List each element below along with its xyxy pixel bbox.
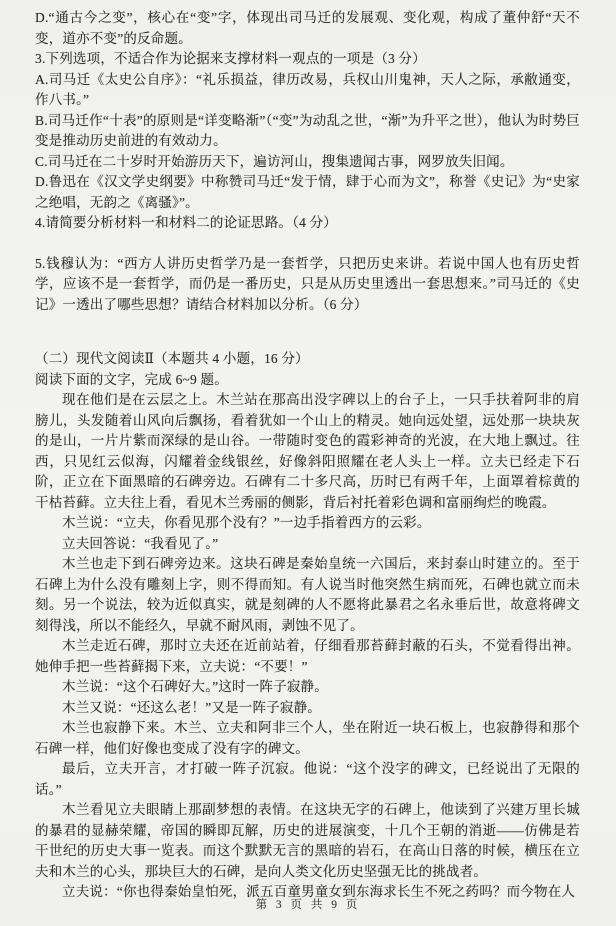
page-footer [0, 896, 616, 912]
page-number-text: 第 3 页 共 9 页 [255, 899, 361, 911]
story-paragraph-6: 木兰说：“这个石碑好大。”这时一阵子寂静。 [62, 679, 328, 694]
story-paragraph-11: 立夫说：“你也得秦始皇怕死，派五百童男童女到东海求长生不死之药吗？而今物在人 [62, 884, 576, 899]
story-paragraph-4: 木兰也走下到石碑旁边来。这块石碑是秦始皇统一六国后，来封泰山时建立的。至于石碑上为什么没有雕刻上字，则不得而知。有人说当时他突然生病而死，石碑也就立而未刻。另一个说法，较为近似真实，就是刻碑的人不愿将此暴君之名永垂后世，故意将碑文刻得浅，所以不能经久，早就不耐风雨，剥蚀不见了。 [35, 556, 580, 633]
question-3-option-a: A.司马迁《太史公自序》：“礼乐损益，律历改易，兵权山川鬼神，天人之际，承敝通变，作八书。” [35, 71, 580, 107]
story-paragraph-8: 木兰也寂静下来。木兰、立夫和阿非三个人，坐在附近一块石板上，也寂静得和那个石碑一样，他们好像也变成了没有字的碑文。 [35, 720, 580, 756]
section-heading-modern-reading-2: （二）现代文阅读Ⅱ（本题共 4 小题，16 分） [35, 351, 309, 366]
question-4: 4.请简要分析材料一和材料二的论证思路。（4 分） [35, 215, 337, 230]
question-3: 3.下列选项，不适合作为论据来支撑材料一观点的一项是（3 分） [35, 51, 426, 66]
story-paragraph-5: 木兰走近石碑，那时立夫还在近前站着，仔细看那苔藓封蔽的石头，不觉看得出神。她伸手把一些苔藓揭下来，立夫说：“不要！” [35, 638, 580, 674]
story-paragraph-3: 立夫回答说：“我看见了。” [62, 535, 219, 551]
question-3-option-c: C.司马迁在二十岁时开始游历天下，遍访河山，搜集遗闻古事，网罗放失旧闻。 [35, 153, 514, 169]
story-paragraph-7: 木兰又说：“还这么老！”又是一阵子寂静。 [62, 699, 321, 715]
story-paragraph-2: 木兰说：“立夫，你看见那个没有？”一边手指着西方的云彩。 [62, 515, 431, 530]
question-3-option-d: D.鲁迅在《汉文学史纲要》中称赞司马迁“发于情，肆于心而为文”，称誉《史记》为“史家之绝唱，无韵之《离骚》”。 [35, 174, 580, 210]
question-5: 5.钱穆认为：“西方人讲历史哲学乃是一套哲学，只把历史来讲。若说中国人也有历史哲学，应该不是一套哲学，而仍是一番历史，只是从历史里透出一套思想来。”司马迁的《史记》一透出了哪些思想？请结合材料加以分析。（6 分） [35, 255, 580, 312]
story-paragraph-9: 最后，立夫开言，才打破一阵子沉寂。他说：“这个没字的碑文，已经说出了无限的话。” [35, 761, 580, 797]
story-paragraph-10: 木兰看见立夫眼睛上那副梦想的表情。在这块无字的石碑上，他读到了兴建万里长城的暴君的显赫荣耀，帝国的瞬即瓦解，历史的进展演变，十几个王朝的消逝——仿佛是若干世纪的历史大事一览表。而这个默默无言的黑暗的岩石，在高山日落的时候，横压在立夫和木兰的心头，那块巨大的石碑，是向人类文化历史坚强无比的挑战者。 [35, 802, 580, 879]
document-content [35, 8, 580, 903]
option-d-previous-question: D.“通古今之变”，核心在“变”字，体现出司马迁的发展观、变化观，构成了董仲舒“天不变，道亦不变”的反命题。 [35, 10, 580, 46]
question-3-option-b: B.司马迁作“十表”的原则是“详变略渐”（“变”为动乱之世，“渐”为升平之世），他认为时势巨变是推动历史前进的有效动力。 [35, 112, 580, 148]
story-paragraph-1: 现在他们是在云层之上。木兰站在那高出没字碑以上的台子上，一只手扶着阿非的肩膀儿，头发随着山风向后飘扬，看着犹如一个山上的精灵。她向远处望，远处那一块块灰的是山，一片片紫而深绿的是山谷。一带随时变色的霞彩神奇的光波，在大地上飘过。往西，只见红云似海，闪耀着金线银丝，好像斜阳照耀在老人头上一样。立夫已经走下石阶，正立在下面黑暗的石碑旁边。石碑有二十多尺高，历时已有两千年，上面罩着棕黄的干枯苔藓。立夫往上看，看见木兰秀丽的侧影，背后衬托着彩色调和富丽绚烂的晚霞。 [35, 392, 580, 510]
reading-instruction: 阅读下面的文字，完成 6~9 题。 [35, 371, 228, 387]
